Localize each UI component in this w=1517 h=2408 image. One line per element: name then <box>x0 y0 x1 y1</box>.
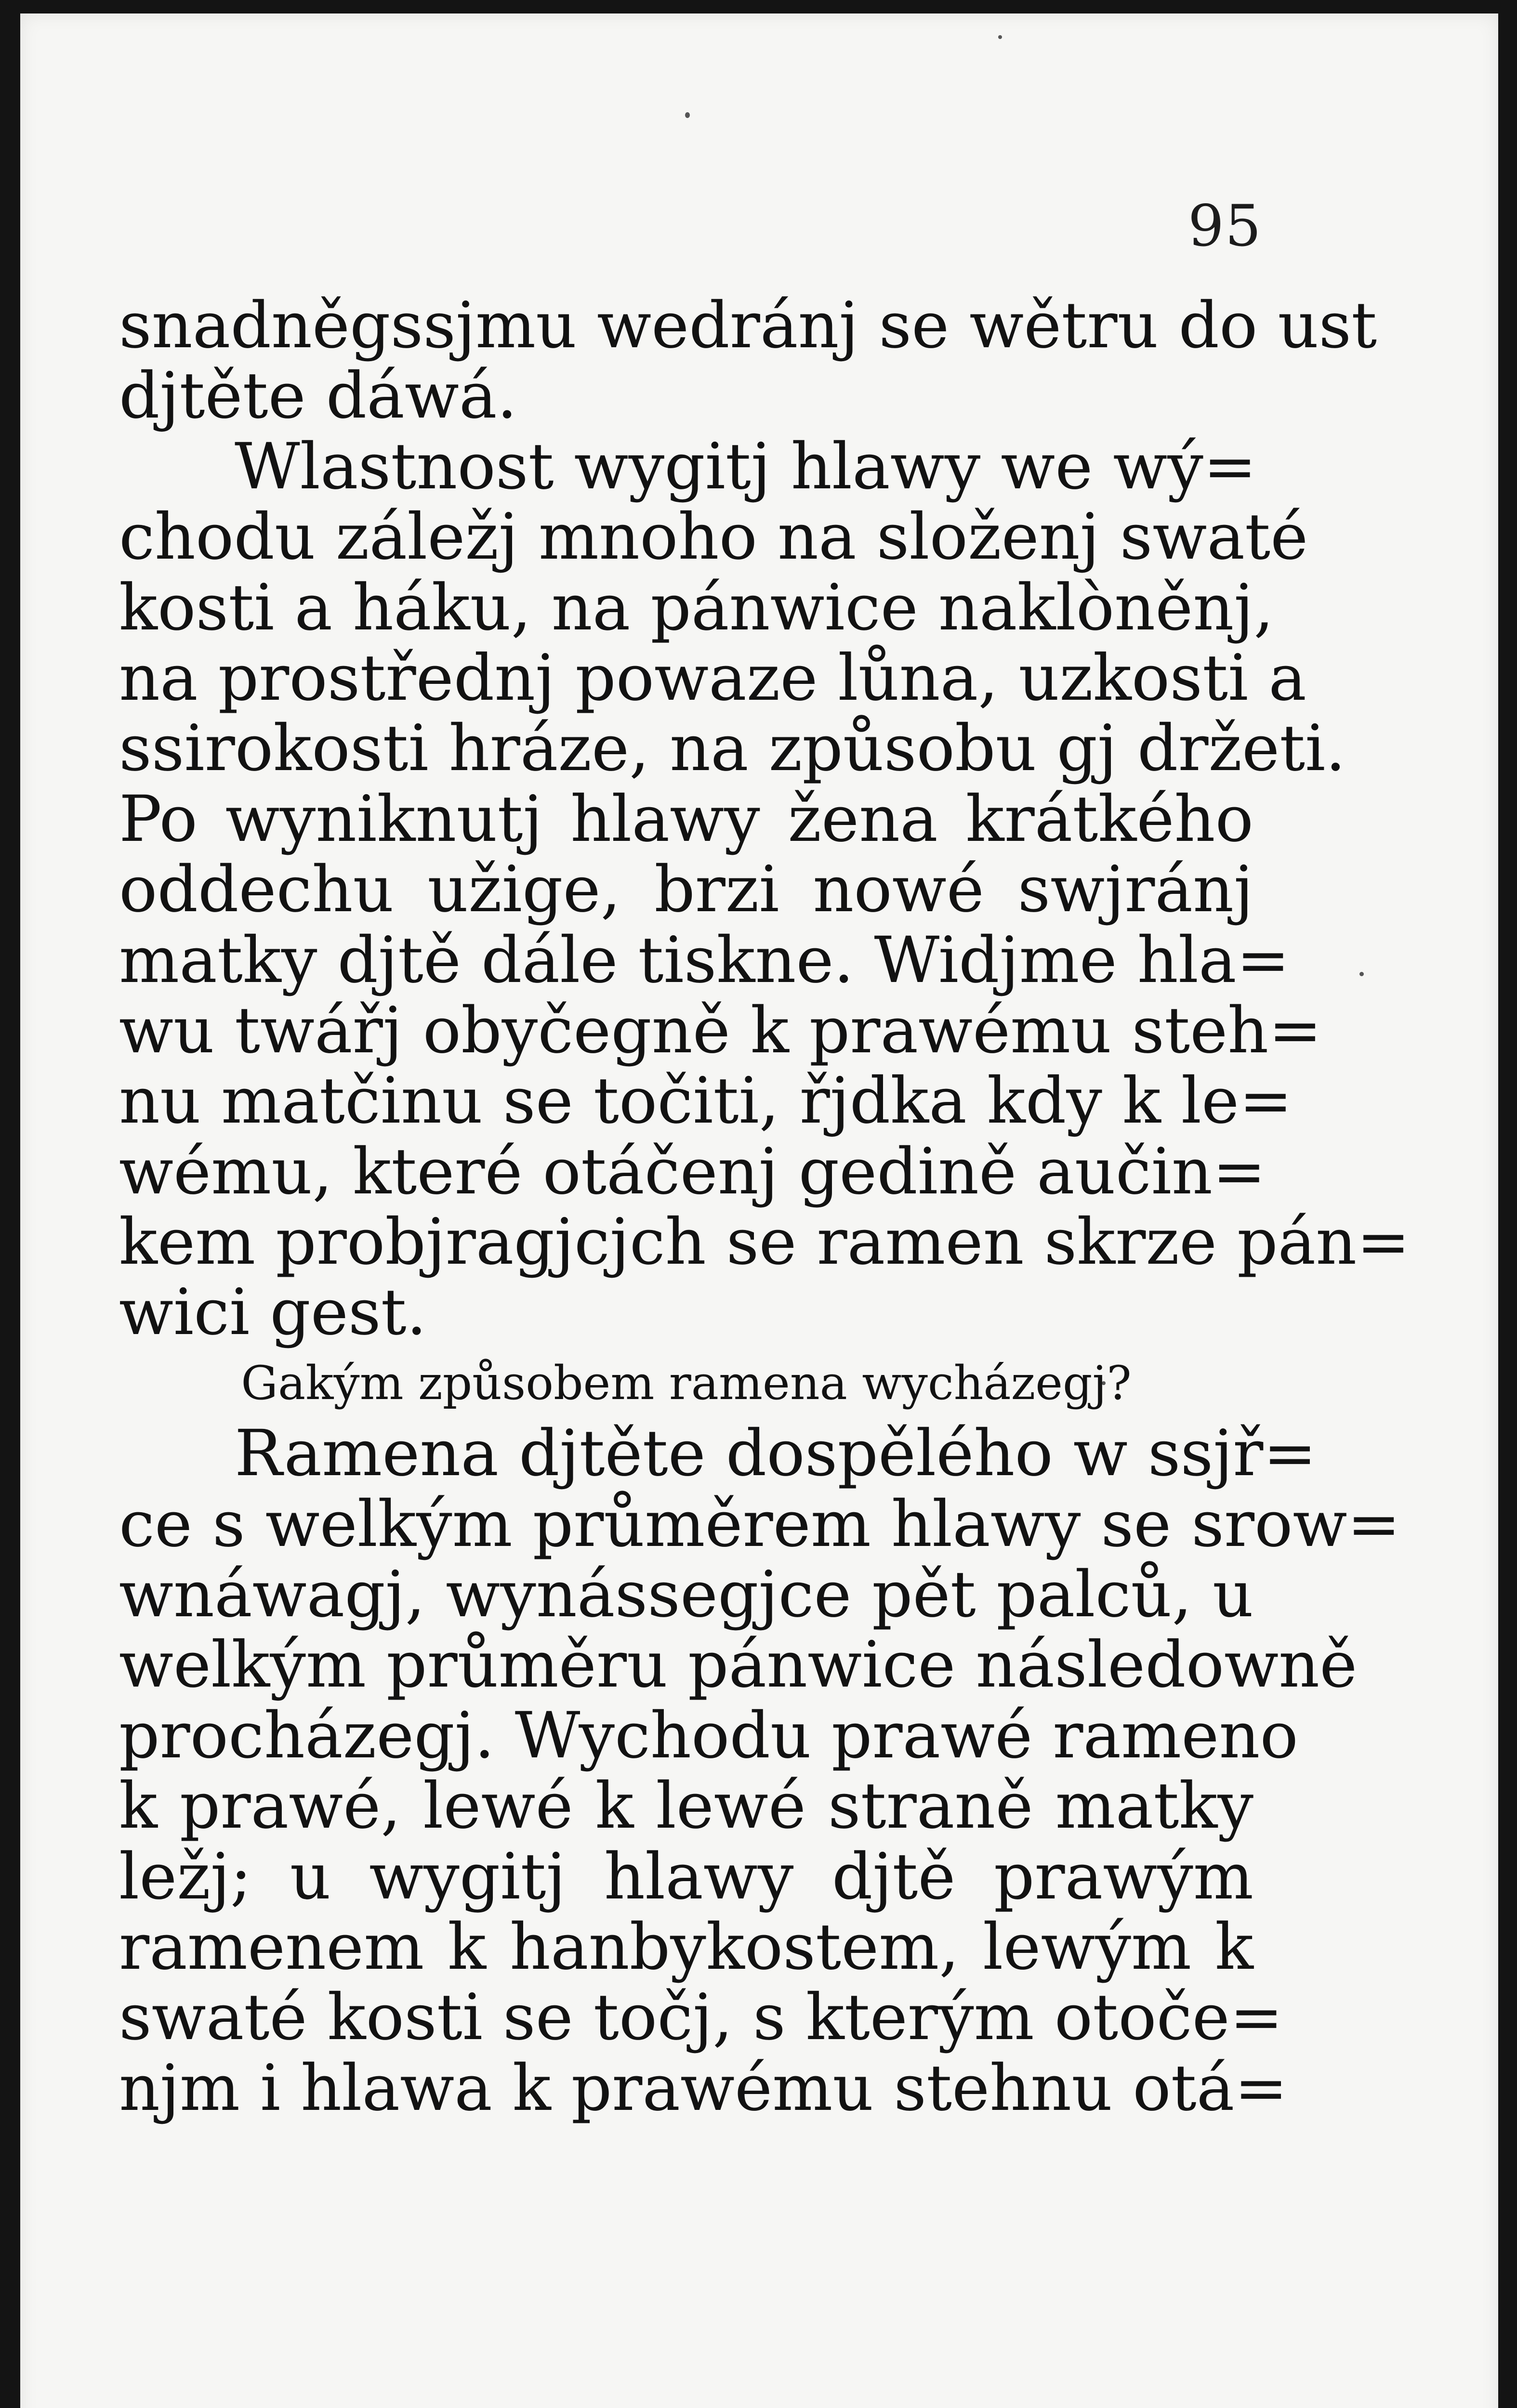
section-question-heading: Gakým způsobem ramena wycházegj? <box>241 1356 1132 1410</box>
text-line: oddechu užige, brzi nowé swjránj <box>119 852 1253 927</box>
text-line: welkým průměru pánwice následowně <box>119 1628 1358 1702</box>
text-line: djtěte dáwá. <box>119 359 517 433</box>
text-line: snadněgssjmu wedránj se wětru do ust <box>119 288 1377 363</box>
text-line: ssirokosti hráze, na způsobu gj držeti. <box>119 711 1346 786</box>
text-line: nu matčinu se točiti, řjdka kdy k le= <box>119 1064 1293 1139</box>
page-number: 95 <box>1187 193 1262 259</box>
text-line: ležj; u wygitj hlawy djtě prawým <box>119 1839 1253 1914</box>
paragraph-first-line: Wlastnost wygitj hlawy we wý= <box>235 429 1257 504</box>
paper-speck <box>1359 972 1364 976</box>
text-line: matky djtě dále tiskne. Widjme hla= <box>119 923 1290 997</box>
text-line: Po wyniknutj hlawy žena krátkého <box>119 782 1253 856</box>
paper-speck <box>998 35 1002 39</box>
book-page <box>20 13 1498 2408</box>
text-line: swaté kosti se točj, s kterým otoče= <box>119 1980 1283 2055</box>
text-line: k prawé, lewé k lewé straně matky <box>119 1769 1253 1844</box>
text-line: wnáwagj, wynássegjce pět palců, u <box>119 1557 1253 1632</box>
text-line: kem probjragjcjch se ramen skrze pán= <box>119 1205 1410 1280</box>
paper-speck <box>685 112 690 118</box>
text-line: wému, které otáčenj gedině aučin= <box>119 1134 1266 1209</box>
text-line: ramenem k hanbykostem, lewým k <box>119 1910 1253 1984</box>
text-line: wu twářj obyčegně k prawému steh= <box>119 993 1322 1068</box>
text-line: njm i hlawa k prawému stehnu otá= <box>119 2051 1288 2125</box>
paragraph-first-line: Ramena djtěte dospělého w ssjř= <box>235 1416 1317 1491</box>
text-line: na prostřednj powaze lůna, uzkosti a <box>119 641 1306 715</box>
text-line: kosti a háku, na pánwice naklòněnj, <box>119 570 1274 645</box>
body-text <box>119 288 1410 2125</box>
text-line: procházegj. Wychodu prawé rameno <box>119 1698 1298 1773</box>
text-line: chodu záležj mnoho na složenj swaté <box>119 500 1308 575</box>
text-line: ce s welkým průměrem hlawy se srow= <box>119 1487 1401 1561</box>
text-line: wici gest. <box>119 1275 427 1350</box>
